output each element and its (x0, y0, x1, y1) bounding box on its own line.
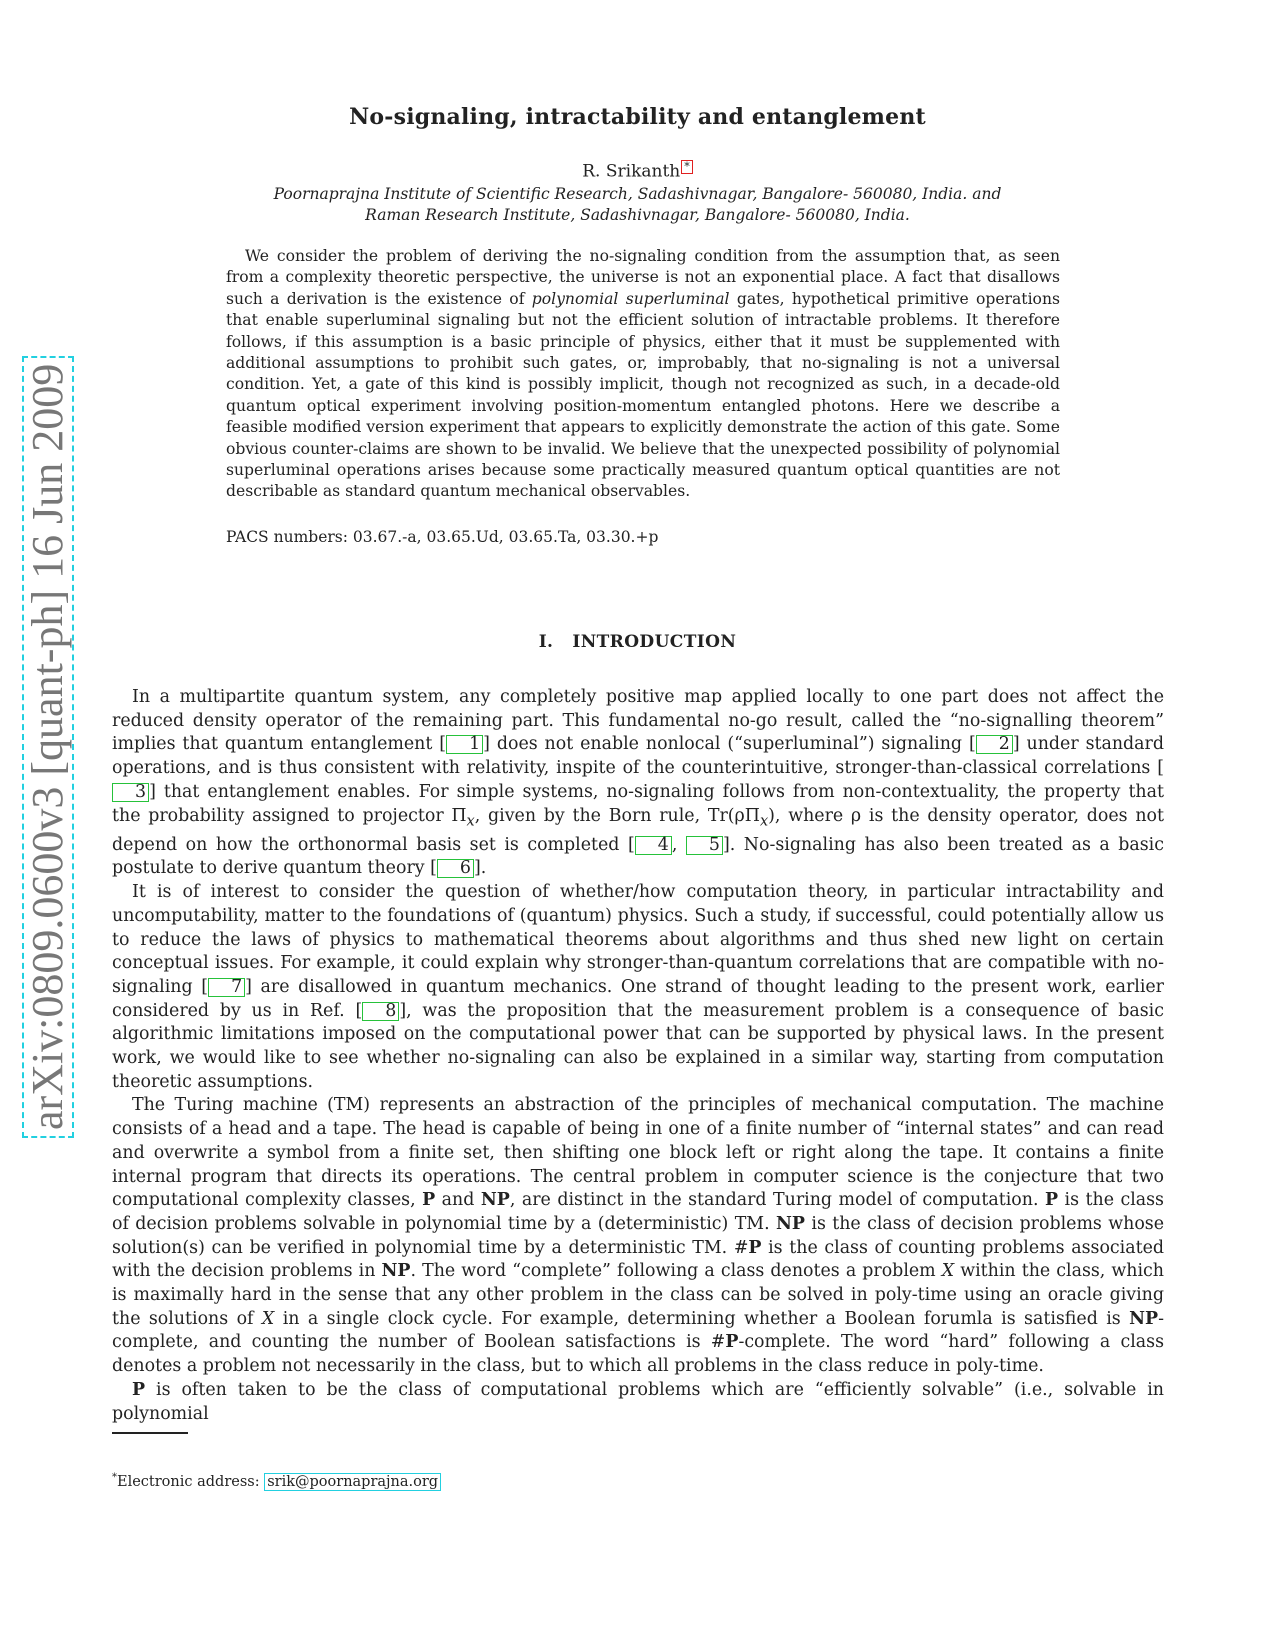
affiliation (0, 184, 1275, 226)
author-line (0, 160, 1275, 182)
arxiv-identifier-stamp[interactable]: arXiv:0809.0600v3 [quant-ph] 16 Jun 2009 (22, 356, 74, 1138)
paragraph: It is of interest to consider the question of whether/how computation theory, in particular intractability and uncomputability, matter to the foundations of (quantum) physics. Such a study, if successful, could potentially allow us to reduce the laws of physics to mathematical theorems about algorithms and thus shed new light on certain conceptual issues. For example, it could explain why stronger-than-quantum correlations that are compatible with no-signaling [ 7 ] are disallowed in quantum mechanics. One strand of thought leading to the present work, earlier considered by us in Ref. [ 8 ], was the proposition that the measurement problem is a consequence of basic algorithmic limitations imposed on the computational power that can be supported by physical laws. In the present work, we would like to see whether no-signaling can also be explained in a similar way, starting from computation theoretic assumptions. (112, 882, 1164, 1092)
section-title: INTRODUCTION (572, 632, 737, 652)
footnote-link[interactable]: * (681, 160, 693, 174)
citation-link[interactable]: 7 (208, 978, 245, 997)
paragraph: P is often taken to be the class of computational problems which are “efficiently solvable” (i.e., solvable in polynomial (112, 1379, 1164, 1424)
email-link[interactable]: srik@poornaprajna.org (264, 1473, 441, 1491)
footnote-divider (112, 1432, 188, 1434)
paragraph: The Turing machine (TM) represents an abstraction of the principles of mechanical computation. The machine consists of a head and a tape. The head is capable of being in one of a finite number of “internal states” and can read and overwrite a symbol from a finite set, then shifting one block left or right along the tape. It contains a finite internal program that directs its operations. The central problem in computer science is the conjecture that two computational complexity classes, P and NP, are distinct in the standard Turing model of computation. P is the class of decision problems solvable in polynomial time by a (deterministic) TM. NP is the class of decision problems whose solution(s) can be verified in polynomial time by a deterministic TM. #P is the class of counting problems associated with the decision problems in NP. The word “complete” following a class denotes a problem X within the class, which is maximally hard in the sense that any other problem in the class can be solved in poly-time using an oracle giving the solutions of X in a single clock cycle. For example, determining whether a Boolean forumla is satisfied is NP-complete, and counting the number of Boolean satisfactions is #P-complete. The word “hard” following a class denotes a problem not necessarily in the class, but to which all problems in the class reduce in poly-time. (112, 1095, 1165, 1377)
emphasis-text: polynomial superluminal (531, 289, 730, 308)
footnote (112, 1472, 441, 1491)
citation-link[interactable]: 3 (112, 783, 149, 802)
citation-link[interactable]: 6 (437, 859, 474, 878)
abstract-paragraph: We consider the problem of deriving the no-signaling condition from the assumption that, as seen from a complexity theoretic perspective, the universe is not an exponential place. A fact that disallows such a derivation is the existence of polynomial superluminal gates, hypothetical primitive operations that enable superluminal signaling but not the efficient solution of intractable problems. It therefore follows, if this assumption is a basic principle of physics, either that it must be supplemented with additional assumptions to prohibit such gates, or, improbably, that no-signaling is not a universal condition. Yet, a gate of this kind is possibly implicit, though not recognized as such, in a decade-old quantum optical experiment involving position-momentum entangled photons. Here we describe a feasible modified version experiment that appears to explicitly demonstrate the action of this gate. Some obvious counter-claims are shown to be invalid. We believe that the unexpected possibility of polynomial superluminal operations arises because some practically measured quantum optical quantities are not describable as standard quantum mechanical observables. (226, 247, 1060, 501)
citation-link[interactable]: 5 (686, 836, 723, 855)
footnote-label: Electronic address: (117, 1473, 265, 1490)
citation-link[interactable]: 4 (635, 836, 672, 855)
citation-link[interactable]: 1 (446, 735, 483, 754)
affiliation-line: Poornaprajna Institute of Scientific Research, Sadashivnagar, Bangalore- 560080, India. and (273, 185, 1002, 203)
section-heading (0, 632, 1275, 652)
footnote-mark: * (112, 1472, 117, 1483)
citation-link[interactable]: 2 (976, 735, 1013, 754)
author-name: R. Srikanth (582, 161, 681, 182)
paragraph: In a multipartite quantum system, any completely positive map applied locally to one part does not affect the reduced density operator of the remaining part. This fundamental no-go result, called the “no-signalling theorem” implies that quantum entanglement [ 1 ] does not enable nonlocal (“superluminal”) signaling [ 2 ] under standard operations, and is thus consistent with relativity, inspite of the counterintuitive, stronger-than-classical correlations [3 ] that entanglement enables. For simple systems, no-signaling follows from non-contextuality, the property that the probability assigned to projector $\Pi_x$, given by the Born rule, $Tr(\rho\Pi_x)$, where ρ is the density operator, does not depend on how the orthonormal basis set is completed [ 4 , 5 ]. No-signaling has also been treated as a basic postulate to derive quantum theory [ 6 ]. (112, 687, 1164, 879)
affiliation-line: Raman Research Institute, Sadashivnagar, Bangalore- 560080, India. (365, 206, 910, 224)
pacs-numbers: PACS numbers: 03.67.-a, 03.65.Ud, 03.65.Ta, 03.30.+p (226, 528, 659, 546)
section-number: I. (538, 632, 554, 652)
abstract (226, 246, 1060, 503)
paper-title: No-signaling, intractability and entanglement (349, 104, 926, 130)
citation-link[interactable]: 8 (362, 1002, 399, 1021)
body-text (112, 686, 1164, 1426)
